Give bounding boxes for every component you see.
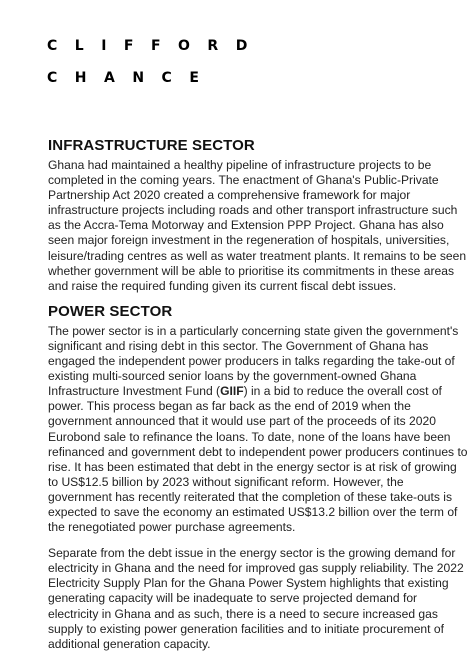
infrastructure-paragraph: Ghana had maintained a healthy pipeline of infrastructure projects to be completed in the coming years. The enactment of Ghana's Public-Private Partnership Act 2020 created a comprehensive framework for major infrastructure projects including roads and other transport infrastructure such as the Accra-Tema Motorway and Extension PPP Project. Ghana has also seen major foreign investment in the regeneration of hospitals, universities, leisure/trading centres as well as water treatment plants. It remains to be seen whether government will be able to prioritise its commitments in these areas and raise the required funding given its current fiscal debt issues. [48, 158, 467, 293]
clifford-chance-logo [47, 30, 265, 94]
document-body [48, 137, 468, 652]
infrastructure-heading: INFRASTRUCTURE SECTOR [48, 137, 255, 154]
giif-abbreviation: GIIF [220, 384, 244, 399]
logo-line-2: CHANCE [47, 70, 217, 86]
power-paragraph-1 [48, 324, 468, 535]
logo-line-1: CLIFFORD [47, 38, 265, 54]
power-p1-text-b: ) in a bid to reduce the overall cost of power. This process began as far back as the end of 2019 when the government announced that it would use part of the proceeds of its 2020 Eurobond sale to refinance the loans. To date, none of the loans have been refinanced and government debt to independent power producers continues to rise. It has been estimated that debt in the energy sector is at risk of growing to US$12.5 billion by 2023 without significant reform. However, the government has recently reiterated that the completion of these take-outs is expected to save the economy an estimated US$13.2 billion over the term of the renegotiated power purchase agreements. [48, 384, 468, 535]
power-p1-text-a: The power sector is in a particularly concerning state given the government's significant and rising debt in this sector. The Government of Ghana has engaged the independent power producers in talks regarding the take-out of existing multi-sourced senior loans by the government-owned Ghana Infrastructure Investment Fund ( [48, 323, 459, 399]
power-section [48, 303, 468, 652]
power-paragraph-2: Separate from the debt issue in the energy sector is the growing demand for electricity in Ghana and the need for improved gas supply reliability. The 2022 Electricity Supply Plan for the Ghana Power System highlights that existing generating capacity will be inadequate to serve projected demand for electricity in Ghana and as such, there is a need to secure increased gas supply to existing power generation facilities and to initiate procurement of additional generation capacity. [48, 546, 464, 651]
infrastructure-section [48, 137, 468, 294]
power-heading: POWER SECTOR [48, 302, 173, 320]
